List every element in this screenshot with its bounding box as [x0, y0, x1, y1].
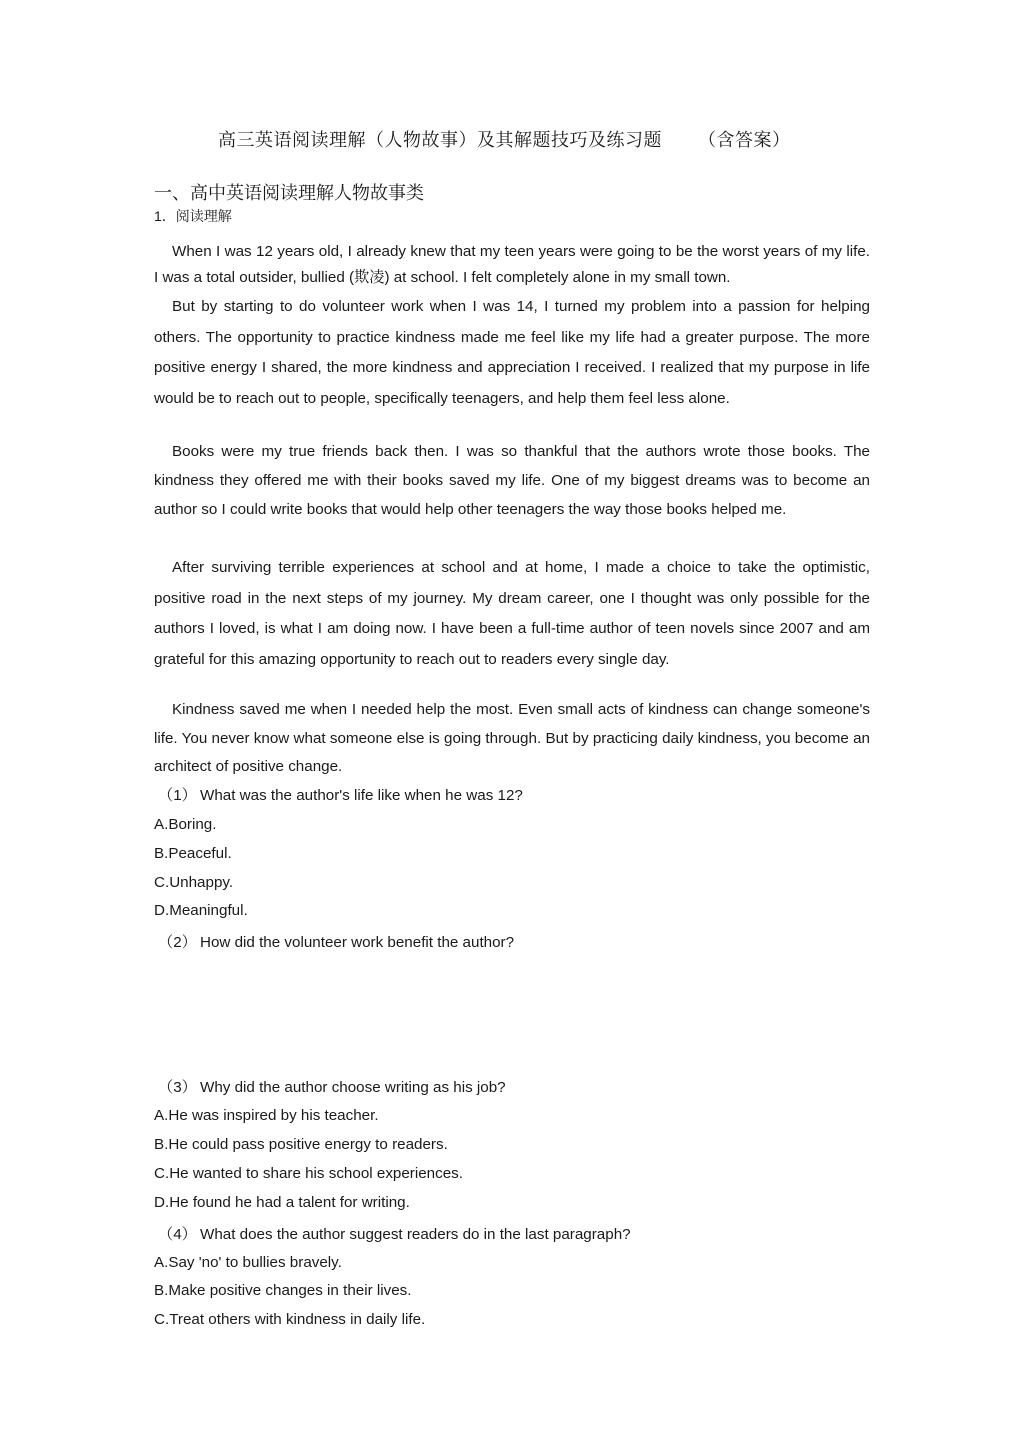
- question-number: （2）: [158, 934, 197, 951]
- passage-paragraph-3: Books were my true friends back then. I was so thankful that the authors wrote those books. The kindness they offered me with their books saved my life. One of my biggest dreams was to become an author so I could write books that would help other teenagers the way those books helped me.: [154, 443, 870, 518]
- question-1-option-a: A.Boring.: [154, 816, 217, 833]
- question-4-option-a: A.Say 'no' to bullies bravely.: [154, 1254, 342, 1271]
- question-3-option-b: B.He could pass positive energy to readers.: [154, 1136, 448, 1153]
- question-text: How did the volunteer work benefit the author?: [200, 934, 515, 951]
- question-4-option-b: B.Make positive changes in their lives.: [154, 1282, 412, 1299]
- question-number: （4）: [158, 1226, 197, 1243]
- passage-paragraph-5: Kindness saved me when I needed help the most. Even small acts of kindness can change someone's life. You never know what someone else is going through. But by practicing daily kindness, you become an architect of positive change.: [154, 701, 870, 775]
- section-heading: 一、高中英语阅读理解人物故事类: [154, 183, 424, 203]
- question-text: What does the author suggest readers do in the last paragraph?: [200, 1226, 631, 1243]
- question-text: Why did the author choose writing as his job?: [200, 1079, 506, 1096]
- question-1-option-d: D.Meaningful.: [154, 902, 248, 919]
- question-3-option-a: A.He was inspired by his teacher.: [154, 1107, 379, 1124]
- page-title: [218, 126, 791, 152]
- question-1-option-c: C.Unhappy.: [154, 874, 234, 891]
- passage-paragraph-2: But by starting to do volunteer work when I was 14, I turned my problem into a passion for helping others. The opportunity to practice kindness made me feel like my life had a greater purpose. The more positive energy I shared, the more kindness and appreciation I received. I realized that my purpose in life would be to reach out to people, specifically teenagers, and help them feel less alone.: [154, 298, 870, 407]
- question-4-option-c: C.Treat others with kindness in daily life.: [154, 1311, 426, 1328]
- item-label: 1．阅读理解: [154, 208, 232, 224]
- question-4: [154, 1223, 631, 1244]
- question-number: （3）: [158, 1079, 197, 1096]
- passage-paragraph-4: After surviving terrible experiences at school and at home, I made a choice to take the optimistic, positive road in the next steps of my journey. My dream career, one I thought was only possible for the authors I loved, is what I am doing now. I have been a full-time author of teen novels since 2007 and am grateful for this amazing opportunity to reach out to readers every single day.: [154, 559, 870, 668]
- passage-paragraph-1: When I was 12 years old, I already knew that my teen years were going to be the worst years of my life. I was a total outsider, bullied (欺凌) at school. I felt completely alone in my small town.: [154, 243, 870, 286]
- question-text: What was the author's life like when he was 12?: [200, 787, 523, 804]
- question-3-option-c: C.He wanted to share his school experiences.: [154, 1165, 463, 1182]
- question-1-option-b: B.Peaceful.: [154, 845, 232, 862]
- question-3-option-d: D.He found he had a talent for writing.: [154, 1194, 410, 1211]
- question-number: （1）: [158, 787, 197, 804]
- title-main: 高三英语阅读理解（人物故事）及其解题技巧及练习题: [218, 130, 662, 150]
- question-1: [154, 784, 523, 805]
- question-2: [154, 931, 514, 952]
- title-answer-tag: （含答案）: [698, 130, 791, 150]
- question-3: [154, 1076, 506, 1097]
